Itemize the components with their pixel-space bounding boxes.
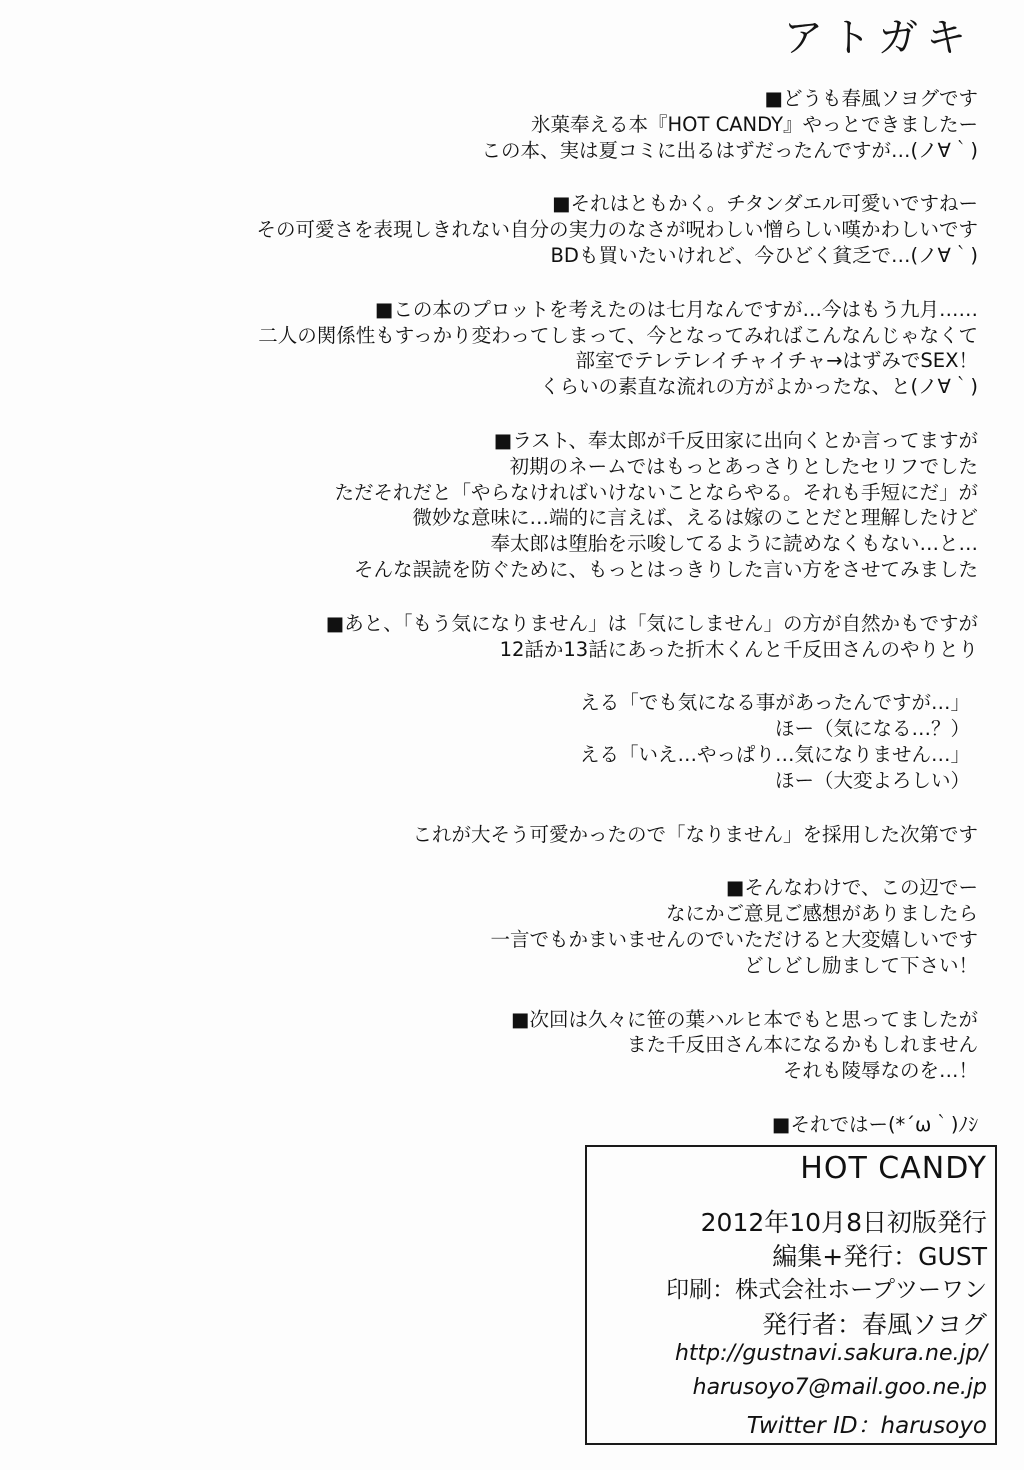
text-line: 二人の関係性もすっかり変わってしまって、今となってみればこんなんじゃなくて	[258, 323, 978, 347]
colophon-publisher: 発行者：春風ソヨグ	[761, 1310, 987, 1339]
dialog-line: える「でも気になる事があったんですが…」	[580, 691, 970, 715]
dialog-line: ほー（気になる…？）	[774, 717, 970, 741]
text-line: くらいの素直な流れの方がよかったな、と(ノ∀｀)	[539, 375, 978, 399]
paragraph-8	[78, 875, 978, 978]
text-line: 奉太郎は堕胎を示唆してるように読めなくもない…と…	[490, 532, 978, 556]
text-line: ■あと、「もう気になりません」は「気にしません」の方が自然かもですが	[325, 611, 978, 635]
paragraph-9	[78, 1007, 978, 1084]
paragraph-2	[78, 191, 978, 268]
colophon-url: http://gustnavi.sakura.ne.jp/	[674, 1341, 987, 1366]
colophon-printer: 印刷：株式会社ホープツーワン	[666, 1277, 987, 1303]
colophon-box	[585, 1145, 997, 1445]
text-line: ■そんなわけで、この辺でー	[725, 876, 978, 900]
colophon-twitter: Twitter ID：harusoyo	[746, 1413, 987, 1439]
paragraph-3	[78, 297, 978, 400]
text-line: 微妙な意味に…端的に言えば、えるは嫁のことだと理解したけど	[412, 506, 978, 530]
text-line: ■どうも春風ソヨグです	[764, 87, 978, 110]
page-title: アトガキ	[783, 15, 974, 61]
paragraph-7	[78, 822, 978, 848]
afterword-body	[78, 86, 978, 1166]
colophon-editor: 編集+発行：GUST	[772, 1242, 987, 1271]
paragraph-5	[78, 611, 978, 663]
paragraph-4	[78, 428, 978, 583]
text-line: 部室でテレテレイチャイチャ→はずみでSEX！	[575, 349, 978, 373]
colophon-date: 2012年10月8日初版発行	[700, 1208, 987, 1237]
dialog-line: える「いえ…やっぱり…気になりません…」	[579, 742, 970, 766]
text-line: なにかご意見ご感想がありましたら	[665, 902, 978, 926]
text-line: 一言でもかまいませんのでいただけると大変嬉しいです	[490, 927, 978, 951]
text-line: 氷菓奉える本『HOT CANDY』やっとできましたー	[530, 112, 978, 136]
text-line: ■この本のプロットを考えたのは七月なんですが…今はもう九月……	[374, 297, 978, 321]
text-line: 12話か13話にあった折木くんと千反田さんのやりとり	[499, 637, 978, 661]
colophon-email: harusoyo7@mail.goo.ne.jp	[692, 1375, 987, 1400]
text-line: ■それはともかく。チタンダエル可愛いですねー	[552, 192, 978, 216]
text-line: ■次回は久々に笹の葉ハルヒ本でもと思ってましたが	[511, 1007, 978, 1031]
text-line: ただそれだと「やらなければいけないことならやる。それも手短にだ」が	[334, 480, 978, 504]
text-line: BDも買いたいけれど、今ひどく貧乏で…(ノ∀｀)	[550, 243, 978, 267]
dialog-quote	[78, 690, 978, 793]
text-line: それも陵辱なのを…！	[782, 1059, 978, 1083]
text-line: 初期のネームではもっとあっさりとしたセリフでした	[509, 454, 978, 478]
text-line: どしどし励まして下さい！	[743, 953, 978, 977]
colophon-title: HOT CANDY	[800, 1151, 987, 1186]
text-line: また千反田さん本になるかもしれません	[626, 1033, 978, 1057]
text-line: この本、実は夏コミに出るはずだったんですが…(ノ∀｀)	[481, 138, 978, 162]
text-line: ■ラスト、奉太郎が千反田家に出向くとか言ってますが	[493, 428, 978, 452]
text-line: ■それではー(*´ω｀)ﾉｼ	[772, 1112, 978, 1136]
paragraph-10	[78, 1112, 978, 1138]
paragraph-1	[78, 86, 978, 163]
text-line: これが大そう可愛かったので「なりません」を採用した次第です	[412, 822, 978, 846]
dialog-line: ほー（大変よろしい）	[774, 768, 970, 792]
text-line: その可愛さを表現しきれない自分の実力のなさが呪わしい憎らしい嘆かわしいです	[256, 218, 978, 242]
text-line: そんな誤読を防ぐために、もっとはっきりした言い方をさせてみました	[353, 557, 978, 581]
